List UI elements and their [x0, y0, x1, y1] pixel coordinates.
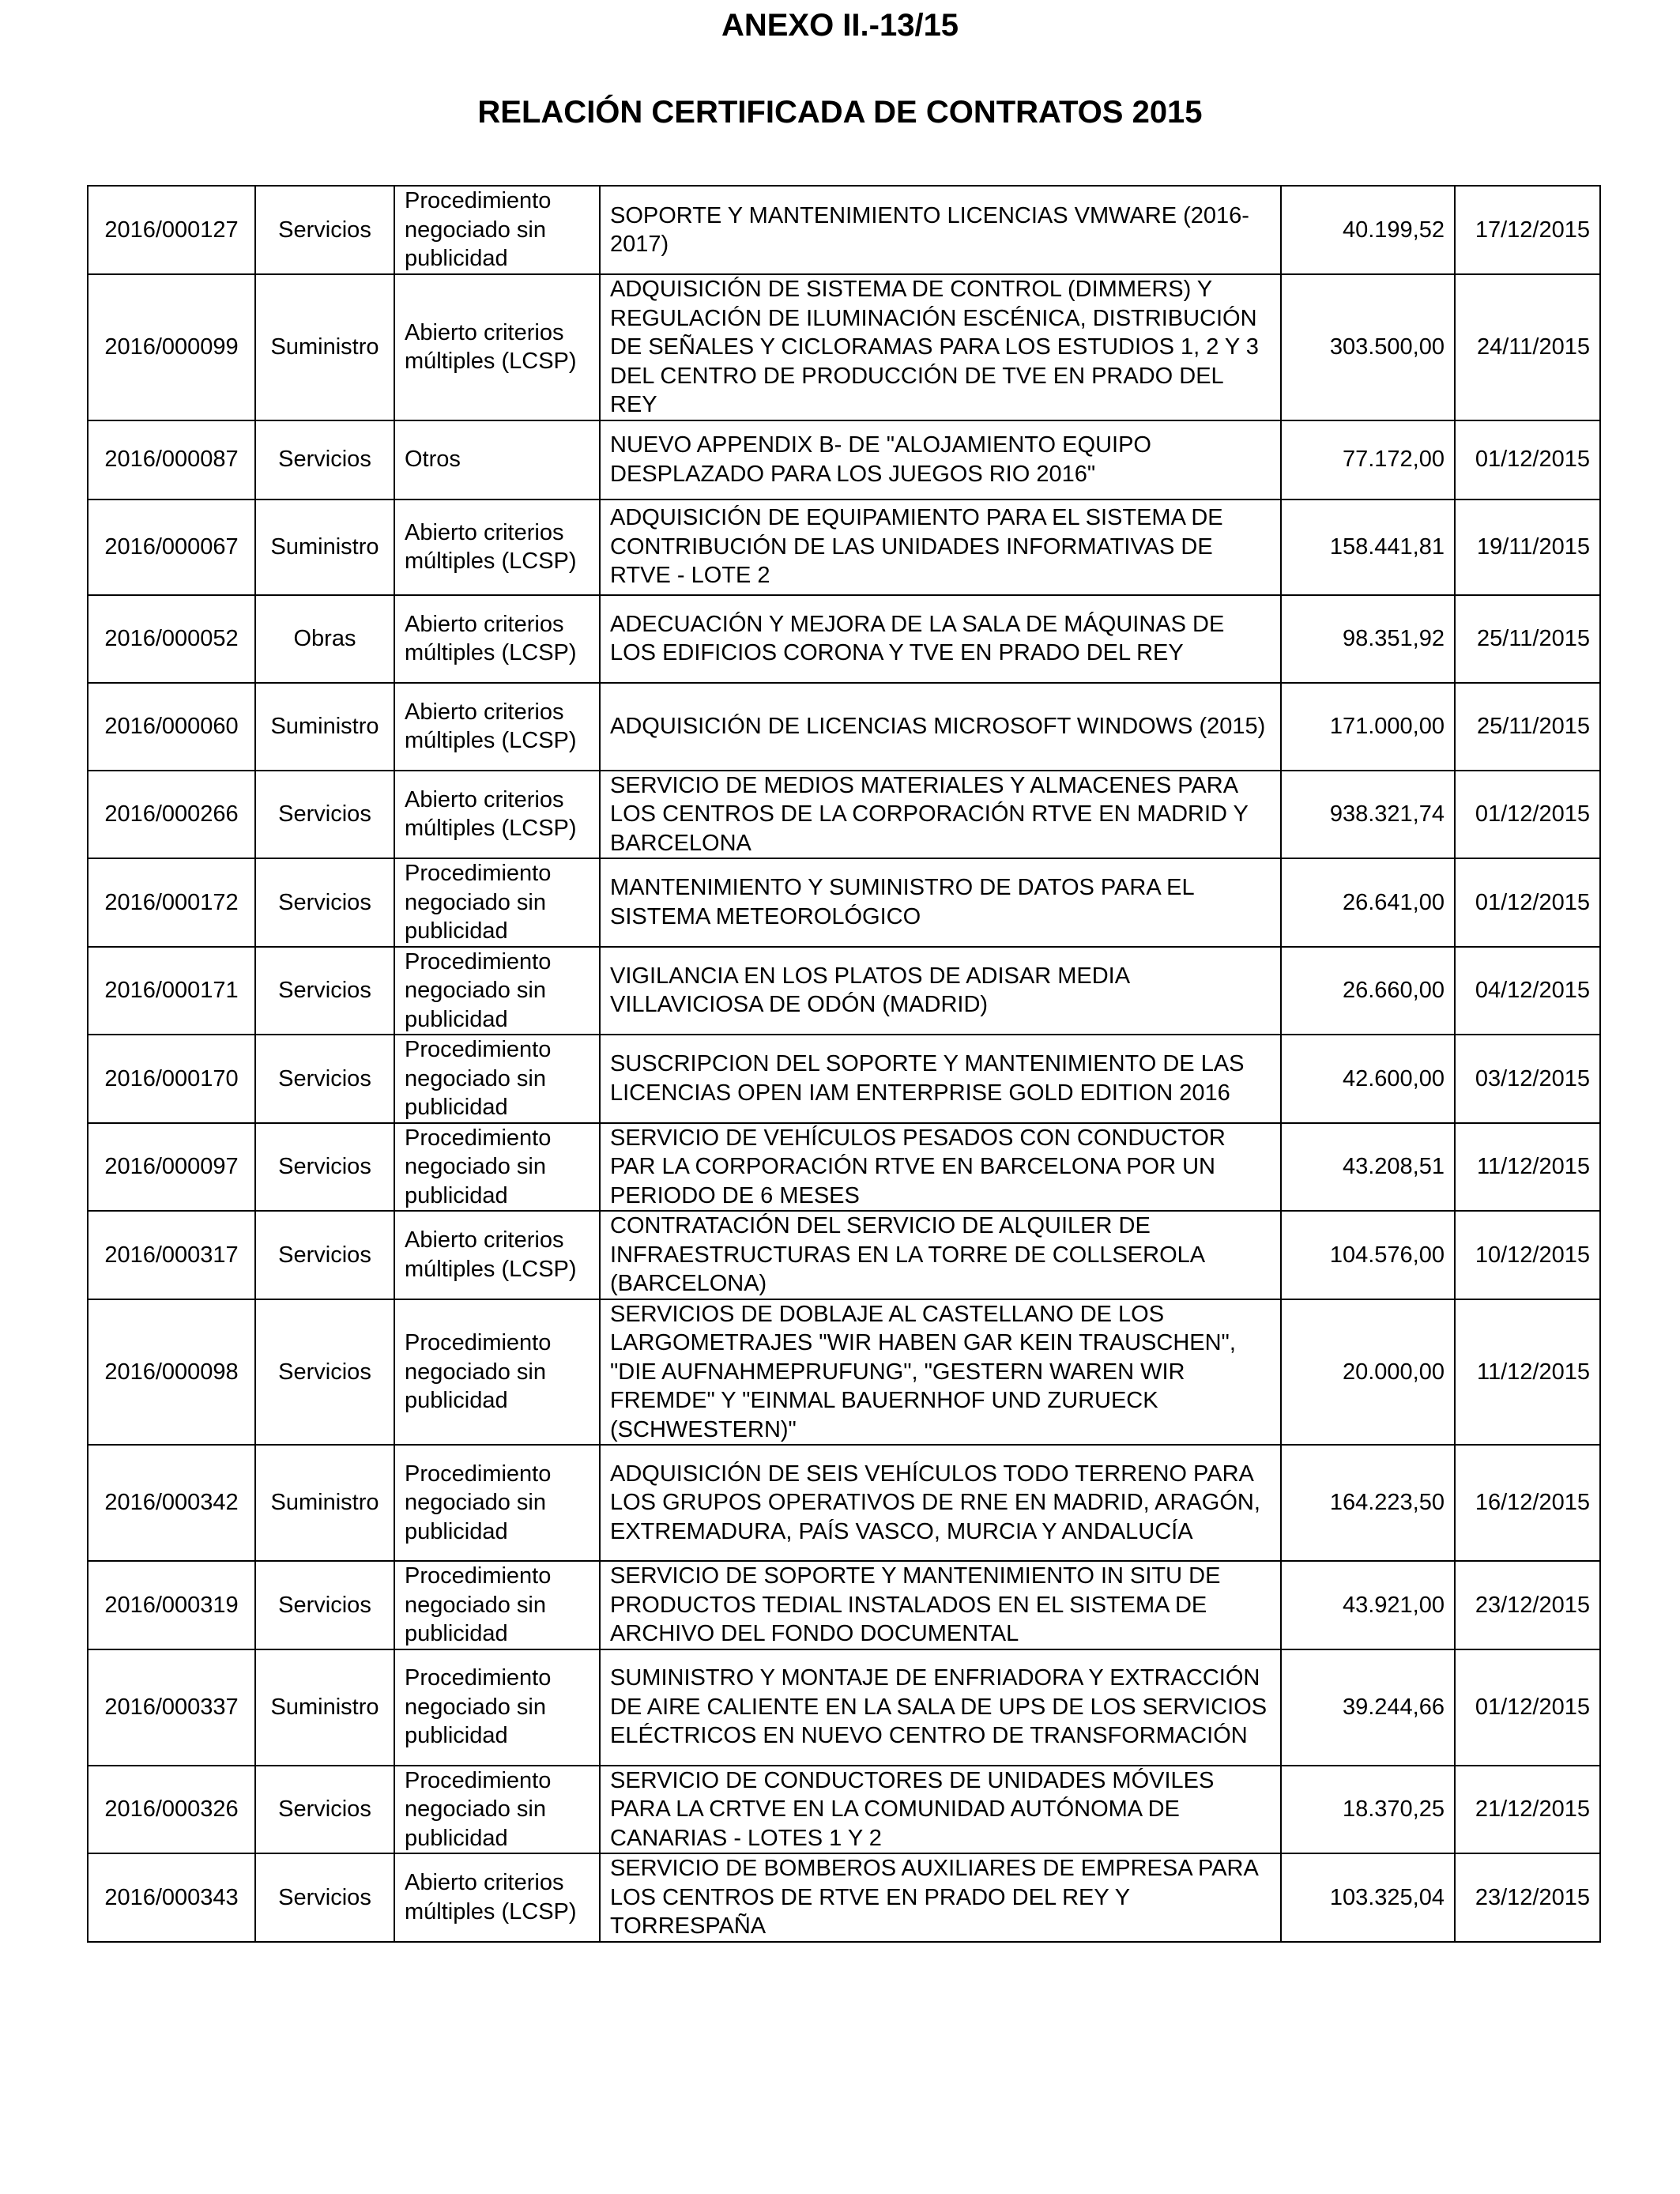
table-row: [88, 1561, 1600, 1649]
contract-amount: 43.208,51: [1281, 1123, 1455, 1212]
table-row: [88, 420, 1600, 499]
table-row: [88, 1445, 1600, 1561]
contract-number: 2016/000052: [88, 595, 255, 683]
contract-number: 2016/000317: [88, 1211, 255, 1299]
contract-procedure: Procedimiento negociado sin publicidad: [394, 1649, 600, 1766]
contract-amount: 103.325,04: [1281, 1853, 1455, 1942]
contract-amount: 104.576,00: [1281, 1211, 1455, 1299]
contract-procedure: Abierto criterios múltiples (LCSP): [394, 1211, 600, 1299]
contract-description: SUMINISTRO Y MONTAJE DE ENFRIADORA Y EXTRACCIÓN DE AIRE CALIENTE EN LA SALA DE UPS DE LOS SERVICIOS ELÉCTRICOS EN NUEVO CENTRO DE TRANSFORMACIÓN: [600, 1649, 1281, 1766]
contract-amount: 303.500,00: [1281, 274, 1455, 420]
contract-date: 04/12/2015: [1455, 947, 1600, 1035]
contract-description: ADQUISICIÓN DE SISTEMA DE CONTROL (DIMMERS) Y REGULACIÓN DE ILUMINACIÓN ESCÉNICA, DISTRIBUCIÓN DE SEÑALES Y CICLORAMAS PARA LOS ESTUDIOS 1, 2 Y 3 DEL CENTRO DE PRODUCCIÓN DE TVE EN PRADO DEL REY: [600, 274, 1281, 420]
contract-description: SOPORTE Y MANTENIMIENTO LICENCIAS VMWARE (2016-2017): [600, 186, 1281, 274]
contract-procedure: Procedimiento negociado sin publicidad: [394, 1123, 600, 1212]
contract-date: 23/12/2015: [1455, 1561, 1600, 1649]
contract-amount: 938.321,74: [1281, 771, 1455, 859]
contract-number: 2016/000067: [88, 499, 255, 595]
contract-procedure: Abierto criterios múltiples (LCSP): [394, 683, 600, 771]
contract-procedure: Abierto criterios múltiples (LCSP): [394, 499, 600, 595]
contract-description: SERVICIO DE CONDUCTORES DE UNIDADES MÓVILES PARA LA CRTVE EN LA COMUNIDAD AUTÓNOMA DE CANARIAS - LOTES 1 Y 2: [600, 1766, 1281, 1854]
contract-type: Servicios: [255, 186, 394, 274]
contract-date: 03/12/2015: [1455, 1035, 1600, 1123]
contract-description: SERVICIO DE BOMBEROS AUXILIARES DE EMPRESA PARA LOS CENTROS DE RTVE EN PRADO DEL REY Y TORRESPAÑA: [600, 1853, 1281, 1942]
contract-type: Servicios: [255, 1035, 394, 1123]
contract-number: 2016/000087: [88, 420, 255, 499]
contract-type: Servicios: [255, 420, 394, 499]
table-row: [88, 771, 1600, 859]
table-row: [88, 1211, 1600, 1299]
contract-amount: 18.370,25: [1281, 1766, 1455, 1854]
contract-type: Servicios: [255, 1561, 394, 1649]
contract-procedure: Procedimiento negociado sin publicidad: [394, 1445, 600, 1561]
contract-date: 25/11/2015: [1455, 683, 1600, 771]
contract-number: 2016/000172: [88, 858, 255, 947]
contract-type: Suministro: [255, 274, 394, 420]
contract-date: 25/11/2015: [1455, 595, 1600, 683]
contract-procedure: Procedimiento negociado sin publicidad: [394, 186, 600, 274]
table-row: [88, 683, 1600, 771]
contract-type: Servicios: [255, 1853, 394, 1942]
contract-number: 2016/000060: [88, 683, 255, 771]
contract-type: Suministro: [255, 1445, 394, 1561]
contract-type: Servicios: [255, 858, 394, 947]
contract-amount: 39.244,66: [1281, 1649, 1455, 1766]
table-row: [88, 499, 1600, 595]
contract-number: 2016/000098: [88, 1299, 255, 1446]
contract-number: 2016/000170: [88, 1035, 255, 1123]
contract-amount: 98.351,92: [1281, 595, 1455, 683]
contract-description: SERVICIO DE MEDIOS MATERIALES Y ALMACENES PARA LOS CENTROS DE LA CORPORACIÓN RTVE EN MADRID Y BARCELONA: [600, 771, 1281, 859]
contract-type: Servicios: [255, 771, 394, 859]
table-row: [88, 1766, 1600, 1854]
contract-amount: 158.441,81: [1281, 499, 1455, 595]
contract-date: 24/11/2015: [1455, 274, 1600, 420]
contract-date: 16/12/2015: [1455, 1445, 1600, 1561]
contract-date: 23/12/2015: [1455, 1853, 1600, 1942]
contract-description: ADQUISICIÓN DE SEIS VEHÍCULOS TODO TERRENO PARA LOS GRUPOS OPERATIVOS DE RNE EN MADRID, ARAGÓN, EXTREMADURA, PAÍS VASCO, MURCIA Y ANDALUCÍA: [600, 1445, 1281, 1561]
contract-amount: 43.921,00: [1281, 1561, 1455, 1649]
contract-type: Suministro: [255, 1649, 394, 1766]
table-row: [88, 274, 1600, 420]
contract-amount: 26.641,00: [1281, 858, 1455, 947]
contract-number: 2016/000097: [88, 1123, 255, 1212]
contract-date: 01/12/2015: [1455, 858, 1600, 947]
contract-description: ADQUISICIÓN DE EQUIPAMIENTO PARA EL SISTEMA DE CONTRIBUCIÓN DE LAS UNIDADES INFORMATIVAS DE RTVE - LOTE 2: [600, 499, 1281, 595]
contract-procedure: Procedimiento negociado sin publicidad: [394, 1561, 600, 1649]
contract-amount: 164.223,50: [1281, 1445, 1455, 1561]
contract-description: NUEVO APPENDIX B- DE "ALOJAMIENTO EQUIPO DESPLAZADO PARA LOS JUEGOS RIO 2016": [600, 420, 1281, 499]
contract-date: 17/12/2015: [1455, 186, 1600, 274]
contract-date: 01/12/2015: [1455, 771, 1600, 859]
contract-description: ADECUACIÓN Y MEJORA DE LA SALA DE MÁQUINAS DE LOS EDIFICIOS CORONA Y TVE EN PRADO DEL REY: [600, 595, 1281, 683]
contract-description: SERVICIO DE SOPORTE Y MANTENIMIENTO IN SITU DE PRODUCTOS TEDIAL INSTALADOS EN EL SISTEMA DE ARCHIVO DEL FONDO DOCUMENTAL: [600, 1561, 1281, 1649]
contract-procedure: Abierto criterios múltiples (LCSP): [394, 274, 600, 420]
contract-description: VIGILANCIA EN LOS PLATOS DE ADISAR MEDIA VILLAVICIOSA DE ODÓN (MADRID): [600, 947, 1281, 1035]
contract-type: Obras: [255, 595, 394, 683]
table-row: [88, 1035, 1600, 1123]
contract-date: 01/12/2015: [1455, 420, 1600, 499]
contract-amount: 20.000,00: [1281, 1299, 1455, 1446]
contract-description: SERVICIOS DE DOBLAJE AL CASTELLANO DE LOS LARGOMETRAJES "WIR HABEN GAR KEIN TRAUSCHEN", "DIE AUFNAHMEPRUFUNG", "GESTERN WAREN WIR FREMDE" Y "EINMAL BAUERNHOF UND ZURUECK (SCHWESTERN)": [600, 1299, 1281, 1446]
contract-amount: 40.199,52: [1281, 186, 1455, 274]
contract-procedure: Procedimiento negociado sin publicidad: [394, 1035, 600, 1123]
contract-number: 2016/000342: [88, 1445, 255, 1561]
contract-procedure: Abierto criterios múltiples (LCSP): [394, 771, 600, 859]
table-row: [88, 858, 1600, 947]
table-row: [88, 186, 1600, 274]
contract-number: 2016/000171: [88, 947, 255, 1035]
contract-number: 2016/000326: [88, 1766, 255, 1854]
contract-procedure: Procedimiento negociado sin publicidad: [394, 1299, 600, 1446]
contract-date: 10/12/2015: [1455, 1211, 1600, 1299]
contract-number: 2016/000099: [88, 274, 255, 420]
table-row: [88, 1299, 1600, 1446]
contract-amount: 42.600,00: [1281, 1035, 1455, 1123]
contract-number: 2016/000343: [88, 1853, 255, 1942]
contract-description: SUSCRIPCION DEL SOPORTE Y MANTENIMIENTO DE LAS LICENCIAS OPEN IAM ENTERPRISE GOLD EDITION 2016: [600, 1035, 1281, 1123]
contract-procedure: Procedimiento negociado sin publicidad: [394, 947, 600, 1035]
contract-number: 2016/000337: [88, 1649, 255, 1766]
contract-date: 11/12/2015: [1455, 1299, 1600, 1446]
contract-type: Servicios: [255, 1123, 394, 1212]
contract-type: Suministro: [255, 683, 394, 771]
contract-number: 2016/000319: [88, 1561, 255, 1649]
contract-date: 01/12/2015: [1455, 1649, 1600, 1766]
table-row: [88, 1123, 1600, 1212]
contract-type: Servicios: [255, 1211, 394, 1299]
contract-procedure: Abierto criterios múltiples (LCSP): [394, 1853, 600, 1942]
contract-type: Servicios: [255, 1299, 394, 1446]
contract-procedure: Procedimiento negociado sin publicidad: [394, 1766, 600, 1854]
contract-description: CONTRATACIÓN DEL SERVICIO DE ALQUILER DE INFRAESTRUCTURAS EN LA TORRE DE COLLSEROLA (BARCELONA): [600, 1211, 1281, 1299]
contract-date: 11/12/2015: [1455, 1123, 1600, 1212]
annex-heading: ANEXO II.-13/15: [721, 8, 959, 43]
contracts-table: [87, 185, 1601, 1943]
contract-procedure: Abierto criterios múltiples (LCSP): [394, 595, 600, 683]
contract-date: 21/12/2015: [1455, 1766, 1600, 1854]
contract-number: 2016/000266: [88, 771, 255, 859]
table-row: [88, 1853, 1600, 1942]
contract-procedure: Procedimiento negociado sin publicidad: [394, 858, 600, 947]
table-row: [88, 1649, 1600, 1766]
contract-procedure: Otros: [394, 420, 600, 499]
table-row: [88, 947, 1600, 1035]
contract-description: MANTENIMIENTO Y SUMINISTRO DE DATOS PARA EL SISTEMA METEOROLÓGICO: [600, 858, 1281, 947]
contract-type: Suministro: [255, 499, 394, 595]
document-title: RELACIÓN CERTIFICADA DE CONTRATOS 2015: [477, 95, 1203, 130]
contract-description: ADQUISICIÓN DE LICENCIAS MICROSOFT WINDOWS (2015): [600, 683, 1281, 771]
contract-amount: 26.660,00: [1281, 947, 1455, 1035]
contract-amount: 171.000,00: [1281, 683, 1455, 771]
contracts-table-body: [88, 186, 1600, 1942]
contract-amount: 77.172,00: [1281, 420, 1455, 499]
contract-description: SERVICIO DE VEHÍCULOS PESADOS CON CONDUCTOR PAR LA CORPORACIÓN RTVE EN BARCELONA POR UN PERIODO DE 6 MESES: [600, 1123, 1281, 1212]
contract-type: Servicios: [255, 1766, 394, 1854]
table-row: [88, 595, 1600, 683]
contract-number: 2016/000127: [88, 186, 255, 274]
contract-type: Servicios: [255, 947, 394, 1035]
contract-date: 19/11/2015: [1455, 499, 1600, 595]
